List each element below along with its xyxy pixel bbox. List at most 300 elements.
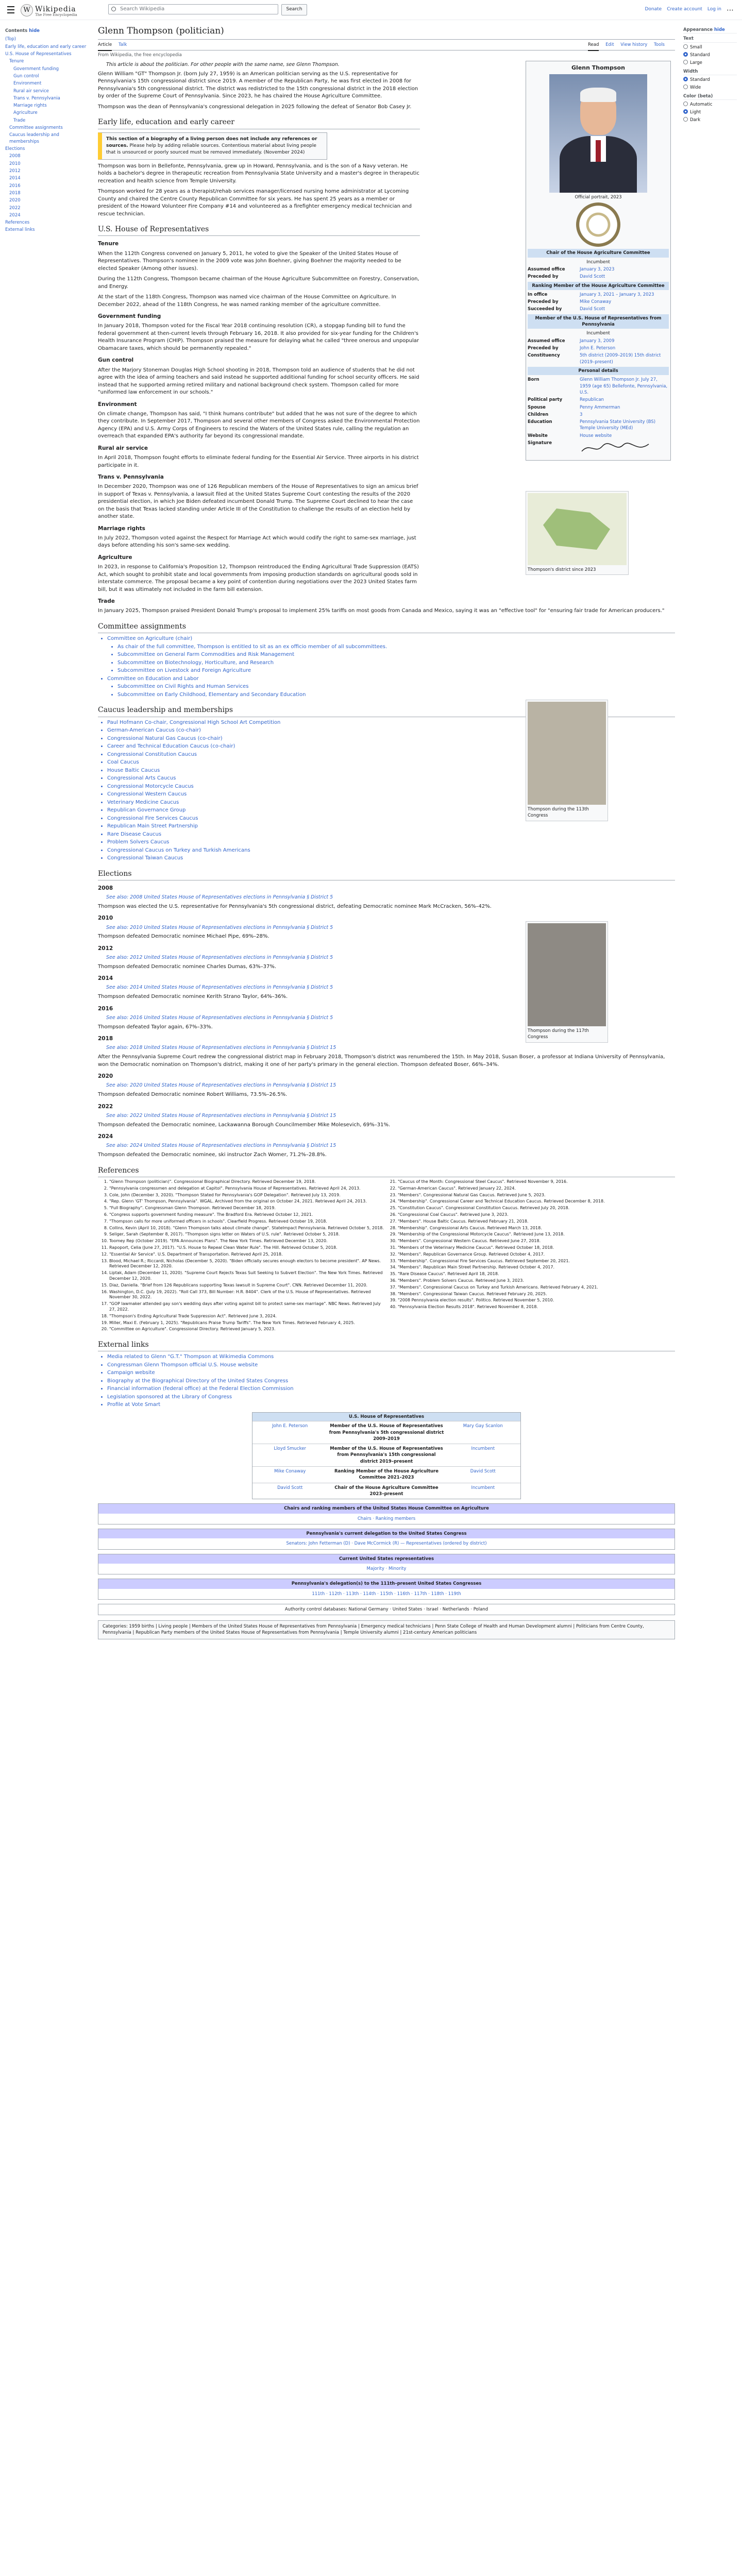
election-result: Thompson defeated Democratic nominee Kerith Strano Taylor, 64%–36%. (98, 994, 288, 1000)
figure-caption: Thompson's district since 2023 (528, 567, 596, 572)
paragraph: In April 2018, Thompson fought efforts to eliminate federal funding for the Essential Air Service. Three airports in his district participate in it. (98, 455, 419, 468)
committee-list (107, 635, 675, 699)
infobox-label: Assumed office (528, 338, 565, 344)
reference-item: 36. "Members". Problem Solvers Caucus. Retrieved June 3, 2023. (398, 1278, 675, 1284)
infobox-value[interactable]: 3 (580, 412, 583, 417)
reference-item: 17. "GOP lawmaker attended gay son's wedding days after voting against bill to protect same-sex marriage". NBC News. Retrieved July 27, 2022. (109, 1301, 386, 1313)
election-entry (98, 1073, 675, 1098)
appearance-hide-button[interactable]: hide (714, 27, 725, 32)
page-actions (588, 40, 670, 51)
radio-button-icon[interactable] (683, 77, 688, 81)
more-options-icon[interactable]: ⋯ (727, 6, 734, 14)
infobox-value[interactable]: January 3, 2021 – January 3, 2023 (580, 292, 654, 297)
color-heading: Color (beta) (683, 93, 737, 100)
external-link[interactable]: • Media related to Glenn "G.T." Thompson at Wikimedia Commons (107, 1353, 675, 1361)
caucus-item[interactable]: • Congressional Fire Services Caucus (107, 815, 675, 823)
see-also-link[interactable]: See also: 2022 United States House of Representatives elections in Pennsylvania § District 15 (106, 1112, 336, 1118)
subsection-heading: Tenure (98, 241, 119, 247)
infobox-label: Children (528, 412, 549, 417)
election-result: Thompson defeated the Democratic nominee, ski instructor Zach Womer, 71.2%–28.8%. (98, 1152, 327, 1158)
infobox-label: Website (528, 433, 548, 438)
personal-details-band: Personal details (528, 367, 669, 375)
external-link[interactable]: • Legislation sponsored at the Library of Congress (107, 1394, 675, 1401)
election-year-heading: 2018 (98, 1036, 113, 1042)
succession-row (252, 1483, 520, 1499)
toc-item[interactable]: 2022 (9, 205, 21, 211)
signature-row (528, 440, 669, 457)
tab-tools[interactable]: Tools (654, 42, 665, 47)
reference-item: 18. "Thompson's Ending Agricultural Trade Suppression Act". Retrieved June 3, 2024. (109, 1314, 386, 1319)
toc-item[interactable]: 2014 (9, 176, 21, 181)
radio-button-icon[interactable] (683, 117, 688, 122)
lead-paragraph: Glenn William "GT" Thompson Jr. (born July 27, 1959) is an American politician serving as the U.S. representative for Pennsylvania's 15th congressional district since 2019. A member of the Republican Party, he was first elected in 2008 for Pennsylvania's 5th congressional district. The district was redistricted to the 15th congressional district in the 2018 election by order of the Supreme Court of Pennsylvania. Since 2023, he has chaired the House Agriculture Committee. (98, 71, 418, 99)
external-link[interactable]: • Financial information (federal office) at the Federal Election Commission (107, 1385, 675, 1393)
search-button[interactable]: Search (281, 4, 307, 15)
infobox-title: Glenn Thompson (571, 64, 625, 71)
toc-item[interactable]: Marriage rights (13, 103, 47, 109)
district-map-image (528, 493, 627, 565)
see-also-link[interactable]: See also: 2012 United States House of Representatives elections in Pennsylvania § District 5 (106, 955, 333, 960)
tab-talk[interactable]: Talk (118, 42, 127, 47)
toc-item[interactable]: (Top) (5, 37, 16, 42)
election-entry (98, 1103, 675, 1129)
preceded-by[interactable]: Lloyd Smucker (274, 1446, 306, 1452)
external-link[interactable]: • Congressman Glenn Thompson official U.S. House website (107, 1362, 675, 1369)
toc-item[interactable]: 2024 (9, 212, 21, 218)
navbox-title[interactable]: Current United States representatives (98, 1554, 674, 1564)
references-column (398, 1179, 675, 1333)
paragraph: Thompson was born in Bellefonte, Pennsylvania, grew up in Howard, Pennsylvania, and is the son of a Navy veteran. He holds a bachelor's degree in therapeutic recreation from Pennsylvania State University and a master's degree in therapeutic recreation and health science from Temple University. (98, 163, 419, 184)
district-shape (543, 509, 610, 550)
section-heading: Caucus leadership and memberships (98, 705, 675, 717)
toc-item[interactable]: External links (5, 227, 35, 233)
appearance-option[interactable] (683, 52, 737, 58)
election-year-heading: 2022 (98, 1103, 113, 1110)
infobox-label: Preceded by (528, 346, 559, 351)
reference-item: 37. "Members". Congressional Caucus on Turkey and Turkish Americans. Retrieved February 4, 2021. (398, 1285, 675, 1291)
office-details (528, 266, 669, 280)
option-label: Large (690, 60, 702, 66)
navbox-title[interactable]: Chairs and ranking members of the United States House Committee on Agriculture (98, 1504, 674, 1513)
toc-item[interactable]: 2008 (9, 154, 21, 159)
caucus-item[interactable]: • Veterinary Medicine Caucus (107, 799, 675, 807)
radio-button-icon[interactable] (683, 101, 688, 106)
navboxes (98, 1503, 675, 1600)
committee-item[interactable]: • Subcommittee on General Farm Commodities and Risk Management (117, 651, 675, 659)
reference-item: 23. "Members". Congressional Natural Gas Caucus. Retrieved June 5, 2023. (398, 1193, 675, 1198)
toc-item[interactable]: References (5, 220, 30, 226)
infobox-row (528, 338, 669, 344)
reference-item: 1. "Glenn Thompson (politician)". Congressional Biographical Directory. Retrieved December 19, 2018. (109, 1179, 386, 1185)
toc-item[interactable]: Elections (5, 146, 25, 151)
personal-tools (640, 6, 722, 13)
infobox-row (528, 433, 669, 439)
appearance-option[interactable] (683, 109, 737, 115)
subsection-heading: Agriculture (98, 554, 132, 561)
infobox-row (528, 352, 669, 365)
paragraph: Thompson worked for 28 years as a therapist/rehab services manager/licensed nursing home administrator at Lycoming County and chaired the Centre County Republican Committee for six years. He has spent 25 years as a member or president of the Howard Volunteer Fire Company #14 and volunteered as a firefighter emergency medical technician and rescue technician. (98, 189, 412, 217)
reference-item: 13. Blood, Michael R.; Riccardi, Nicholas (December 5, 2020). "Biden officially secures enough electors to become president". AP News. Retrieved December 12, 2020. (109, 1259, 386, 1270)
caucus-item[interactable]: • Congressional Arts Caucus (107, 775, 675, 783)
committee-item[interactable]: • Subcommittee on Civil Rights and Human Services (117, 683, 675, 691)
radio-button-icon[interactable] (683, 52, 688, 57)
paragraph: On climate change, Thompson has said, "I think humans contribute" but added that he was not sure of the degree to which they contribute. In September 2017, Thompson and several other members of Congress asked the Environmental Protection Agency (EPA) and U.S. Army Corps of Engineers to rescind the Waters of the United States rule, calling the regulation an overreach that expanded EPA's authority far beyond its congressional mandate. (98, 411, 420, 439)
paragraph: In July 2022, Thompson voted against the Respect for Marriage Act which would codify the right to same-sex marriage, just days before attending his son's same-sex wedding. (98, 535, 416, 549)
succession-box (252, 1412, 521, 1499)
subsection-heading: Marriage rights (98, 525, 145, 532)
election-result: Thompson defeated the Democratic nominee, Lackawanna Borough Councilmember Mike Molesevich, 69%–31%. (98, 1122, 391, 1128)
reference-item: 3. Cole, John (December 3, 2020). "Thompson Stated for Pennsylvania's GOP Delegation". Retrieved July 13, 2019. (109, 1193, 386, 1198)
caucus-item[interactable]: • German-American Caucus (co-chair) (107, 727, 675, 735)
see-also-link[interactable]: See also: 2020 United States House of Representatives elections in Pennsylvania § District 15 (106, 1082, 336, 1089)
navbox-body[interactable]: Chairs · Ranking members (357, 1516, 416, 1521)
reference-item: 33. "Membership". Congressional Fire Services Caucus. Retrieved September 20, 2021. (398, 1259, 675, 1264)
section-heading: Committee assignments (98, 621, 675, 633)
office-band[interactable]: Chair of the House Agriculture Committee (528, 249, 669, 257)
references-list (98, 1179, 675, 1333)
infobox-value[interactable]: David Scott (580, 307, 605, 312)
page-tabs (98, 40, 675, 50)
option-label: Standard (690, 52, 710, 58)
election-year-heading: 2024 (98, 1133, 113, 1140)
toc-item[interactable]: Environment (13, 81, 42, 87)
navbox-body[interactable]: Majority · Minority (366, 1566, 407, 1571)
see-also-link[interactable]: See also: 2010 United States House of Representatives elections in Pennsylvania § District 5 (106, 924, 333, 930)
portrait-caption: Official portrait, 2023 (575, 194, 622, 200)
caucus-item[interactable]: • Congressional Taiwan Caucus (107, 855, 675, 862)
toc-item[interactable]: Committee assignments (9, 125, 63, 131)
succession-row (252, 1466, 520, 1483)
tab-edit[interactable]: Edit (605, 42, 614, 47)
navbox (98, 1554, 675, 1575)
toc-item[interactable]: U.S. House of Representatives (5, 51, 72, 57)
election-result: Thompson defeated Democratic nominee Robert Williams, 73.5%–26.5%. (98, 1092, 288, 1098)
paragraph: During the 112th Congress, Thompson became chairman of the House Agriculture Subcommittee on Forestry, Conservation, and Energy. (98, 276, 419, 290)
caucus-item[interactable]: • Congressional Motorcycle Caucus (107, 783, 675, 791)
see-also-link[interactable]: See also: 2024 United States House of Representatives elections in Pennsylvania § District 15 (106, 1143, 336, 1149)
election-year-heading: 2016 (98, 1005, 113, 1012)
infobox-label: Assumed office (528, 266, 565, 272)
election-year-heading: 2010 (98, 915, 113, 922)
infobox-value[interactable]: 5th district (2009–2019) 15th district (2019–present) (580, 353, 661, 365)
infobox-row (528, 404, 669, 411)
navbox-title[interactable]: Pennsylvania's delegation(s) to the 111th–present United States Congresses (98, 1579, 674, 1588)
color-options (683, 101, 737, 124)
election-result: After the Pennsylvania Supreme Court redrew the congressional district map in February 2018, Thompson's district was renumbered the 15th. In May 2018, Susan Boser, a professor at Indiana University of Pennsylvania, won the Democratic nomination on Thompson's district, making it one of her party's primary in the general election. Thompson defeated Boser, 66%–34%. (98, 1054, 665, 1067)
see-also-link[interactable]: See also: 2016 United States House of Representatives elections in Pennsylvania § District 5 (106, 1014, 333, 1021)
references-column (109, 1179, 386, 1333)
paragraph: In January 2018, Thompson voted for the Fiscal Year 2018 continuing resolution (CR), a stopgap funding bill to fund the federal government at then-current levels through February 16, 2018. It also provided for six-year funding for the Children's Health Insurance Program (CHIP). Thompson praised the measure for delaying what he called "three onerous and unpopular Obamacare taxes, which should be permanently repealed." (98, 323, 419, 351)
succeeded-by[interactable]: Incumbent (471, 1446, 495, 1452)
figure-caption: Thompson during the 117th Congress (528, 1028, 589, 1040)
reference-item: 40. "Pennsylvania Election Results 2018". Retrieved November 8, 2018. (398, 1304, 675, 1310)
reference-item: 34. "Members". Republican Main Street Partnership. Retrieved October 4, 2017. (398, 1265, 675, 1270)
portrait-tie (596, 140, 601, 162)
caucus-item[interactable]: • Coal Caucus (107, 759, 675, 767)
infobox-row (528, 397, 669, 403)
election-result: Thompson was elected the U.S. representative for Pennsylvania's 5th congressional district, defeating Democratic nominee Mark McCracken, 56%–42%. (98, 903, 492, 909)
office-band[interactable]: Member of the U.S. House of Representatives from Pennsylvania (528, 314, 669, 329)
reference-item: 12. "Essential Air Service". U.S. Department of Transportation. Retrieved April 25, 2018. (109, 1252, 386, 1258)
option-label: Wide (690, 85, 701, 91)
radio-button-icon[interactable] (683, 109, 688, 114)
tab-view-history[interactable]: View history (620, 42, 648, 47)
portrait-hair (580, 88, 616, 102)
section-heading: Early life, education and early career (98, 117, 420, 129)
committee-item[interactable]: • Committee on Education and Labor (107, 675, 675, 683)
tagline: The Free Encyclopedia (35, 13, 77, 17)
toc-item[interactable]: Early life, education and early career (5, 44, 87, 49)
caucus-item[interactable]: • Congressional Natural Gas Caucus (co-chair) (107, 735, 675, 743)
radio-button-icon[interactable] (683, 60, 688, 64)
reference-item: 35. "Rare Disease Caucus". Retrieved April 18, 2018. (398, 1272, 675, 1277)
navbox (98, 1579, 675, 1600)
caucus-item[interactable]: • Rare Disease Caucus (107, 831, 675, 839)
committee-item[interactable]: • Subcommittee on Livestock and Foreign Agriculture (117, 667, 675, 675)
navbox-body[interactable]: Senators: John Fetterman (D) · Dave McCormick (R) — Representatives (ordered by district) (286, 1541, 487, 1547)
navbox-title[interactable]: Pennsylvania's current delegation to the United States Congress (98, 1529, 674, 1538)
authority-control (98, 1604, 675, 1615)
maintenance-notice (98, 132, 327, 160)
infobox-value[interactable]: Pennsylvania State University (BS) Temple University (MEd) (580, 419, 656, 431)
site-sub: From Wikipedia, the free encyclopedia (98, 52, 182, 58)
signature-label: Signature (528, 440, 552, 446)
paragraph: In 2023, in response to California's Proposition 12, Thompson reintroduced the Ending Agricultural Trade Suppression (EATS) Act, which sought to prohibit state and local governments from imposing production standards on agricultural goods sold in interstate commerce. The proposal became a key point of contention during negotiations over the 2023 United States farm bill, but it was ultimately not included in the farm bill extension. (98, 564, 419, 592)
toc-heading: Contents hide (5, 28, 40, 33)
header-link[interactable]: Donate (645, 7, 662, 12)
election-result: Thompson defeated Democratic nominee Michael Pipe, 69%–28%. (98, 934, 269, 940)
caucus-item[interactable]: • Problem Solvers Caucus (107, 839, 675, 846)
see-also-link[interactable]: See also: 2018 United States House of Representatives elections in Pennsylvania § District 15 (106, 1045, 336, 1051)
section-heading: Elections (98, 869, 675, 880)
navbox-body[interactable]: 111th · 112th · 113th · 114th · 115th · 116th · 117th · 118th · 119th (312, 1591, 461, 1597)
notice-title: This section of a biography of a living person does not include any references or sources. (106, 136, 317, 148)
external-link[interactable]: • Profile at Vote Smart (107, 1401, 675, 1409)
infobox-value[interactable]: Penny Ammerman (580, 404, 620, 410)
infobox-value[interactable]: Republican (580, 397, 604, 403)
photo-image (528, 702, 606, 805)
radio-button-icon[interactable] (683, 84, 688, 89)
paragraph: At the start of the 118th Congress, Thompson was named vice chairman of the House Committee on Agriculture. In December 2022, ahead of the 118th Congress, he was named ranking member of the agriculture committee. (98, 294, 396, 308)
house-seal-icon (576, 202, 620, 247)
navbox (98, 1529, 675, 1550)
infobox-row (528, 299, 669, 305)
section-heading: U.S. House of Representatives (98, 224, 420, 236)
election-result: Thompson defeated Democratic nominee Charles Dumas, 63%–37%. (98, 963, 277, 970)
reference-item: 7. "Thompson calls for more uniformed officers in schools". Clearfield Progress. Retrieved October 19, 2018. (109, 1219, 386, 1225)
caucus-item[interactable]: • House Baltic Caucus (107, 767, 675, 775)
subsection-heading: Environment (98, 401, 137, 408)
toc-hide-button[interactable]: hide (29, 28, 40, 33)
reference-item: 31. "Members of the Veterinary Medicine Caucus". Retrieved October 18, 2018. (398, 1245, 675, 1251)
election-year-heading: 2012 (98, 945, 113, 952)
committee-item[interactable]: • Committee on Agriculture (chair) (107, 635, 675, 643)
committee-item[interactable]: • As chair of the full committee, Thompson is entitled to sit as an ex officio member of all subcommittees. (117, 643, 675, 651)
infobox-value[interactable]: John E. Peterson (580, 346, 616, 351)
office-band[interactable]: Ranking Member of the House Agriculture Committee (528, 282, 669, 290)
office-title: Ranking Member of the House Agriculture Committee 2021–2023 (334, 1469, 439, 1481)
election-year-heading: 2014 (98, 975, 113, 982)
appearance-option[interactable] (683, 84, 737, 91)
infobox (526, 61, 671, 461)
paragraph: After the Marjory Stoneman Douglas High School shooting in 2018, Thompson told an audience of students that he did not agree with the idea of arming teachers and said instead he supported additional funding for school security officers. He said instead that he supported arming retired military and national background check system. Thompson called for more "uniformed law enforcement in our schools." (98, 367, 419, 396)
reference-item: 15. Diaz, Daniella. "Brief from 126 Republicans supporting Texas lawsuit in Supreme Court". CNN. Retrieved December 11, 2020. (109, 1283, 386, 1289)
election-entry (98, 1133, 675, 1159)
search-input[interactable]: Search Wikipedia (108, 4, 278, 14)
reference-item: 29. "Membership of the Congressional Motorcycle Caucus". Retrieved June 13, 2018. (398, 1232, 675, 1238)
reference-item: 16. Washington, D.C. (July 19, 2022). "Roll Call 373, Bill Number: H.R. 8404". Clerk of the U.S. House of Representatives. Retrieved November 30, 2022. (109, 1290, 386, 1301)
table-of-contents (5, 25, 90, 234)
toc-item[interactable]: 2010 (9, 161, 21, 166)
infobox-row (528, 274, 669, 280)
infobox-row (528, 412, 669, 418)
see-also-link[interactable]: See also: 2008 United States House of Representatives elections in Pennsylvania § District 5 (106, 894, 333, 901)
infobox-label: In office (528, 292, 548, 297)
tab-read[interactable]: Read (588, 40, 599, 51)
caucus-item[interactable]: • Paul Hofmann Co-chair, Congressional High School Art Competition (107, 719, 675, 727)
reference-item: 28. "Membership". Congressional Arts Caucus. Retrieved March 13, 2018. (398, 1226, 675, 1231)
toc-item[interactable]: 2016 (9, 183, 21, 189)
width-heading: Width (683, 69, 737, 75)
personal-details (528, 377, 669, 439)
photo-figure[interactable] (526, 700, 608, 821)
infobox-label: Preceded by (528, 299, 559, 305)
subsection-heading: Gun control (98, 357, 134, 364)
photo-figure[interactable] (526, 921, 608, 1043)
succeeded-by[interactable]: Incumbent (471, 1485, 495, 1490)
toc-item[interactable]: Government funding (13, 66, 59, 72)
succession-rows (252, 1421, 520, 1499)
appearance-option[interactable] (683, 117, 737, 123)
tab-article[interactable]: Article (98, 40, 112, 51)
infobox-value[interactable]: House website (580, 433, 612, 438)
toc-item[interactable]: 2012 (9, 168, 21, 174)
infobox-row (528, 419, 669, 432)
caucus-item[interactable]: • Republican Governance Group (107, 807, 675, 815)
infobox-value[interactable]: January 3, 2023 (580, 266, 615, 272)
infobox-value[interactable]: Glenn William Thompson Jr. July 27, 1959 (age 65) Bellefonte, Pennsylvania, U.S. (580, 377, 668, 395)
reference-item: 11. Rapoport, Celia (June 27, 2017). "U.S. House to Repeal Clean Water Rule". The Hill. Retrieved October 5, 2018. (109, 1245, 386, 1251)
caucus-item[interactable]: • Congressional Western Caucus (107, 791, 675, 799)
caucus-item[interactable]: • Republican Main Street Partnership (107, 823, 675, 831)
toc-item[interactable]: 2020 (9, 198, 21, 204)
signature-image (580, 440, 669, 457)
infobox-label: Constituency (528, 353, 560, 359)
toc-item[interactable]: Trans v. Pennsylvania (13, 95, 60, 101)
reference-item: 22. "German-American Caucus". Retrieved January 22, 2024. (398, 1186, 675, 1192)
external-link[interactable]: • Campaign website (107, 1369, 675, 1377)
width-options (683, 77, 737, 91)
infobox-row (528, 292, 669, 298)
reference-item: 21. "Caucus of the Month: Congressional Steel Caucus". Retrieved November 9, 2016. (398, 1179, 675, 1185)
toc-item[interactable]: Trade (13, 117, 26, 123)
succession-row (252, 1444, 520, 1466)
toc-item[interactable]: Caucus leadership and memberships (9, 132, 59, 144)
main-menu-icon[interactable] (7, 6, 14, 13)
reference-item: 39. "2008 Pennsylvania election results". Politico. Retrieved November 5, 2010. (398, 1298, 675, 1303)
appearance-option[interactable] (683, 44, 737, 50)
toc-item[interactable]: Rural air service (13, 88, 49, 94)
toc-item[interactable]: Gun control (13, 73, 39, 79)
succession-header: U.S. House of Representatives (252, 1413, 520, 1421)
external-links-list (107, 1353, 675, 1409)
reference-item: 38. "Members". Congressional Taiwan Caucus. Retrieved February 20, 2025. (398, 1292, 675, 1297)
committee-item[interactable]: • Subcommittee on Early Childhood, Elementary and Secondary Education (117, 691, 675, 699)
site-header (0, 0, 742, 20)
infobox-row (528, 306, 669, 312)
caucus-item[interactable]: • Congressional Constitution Caucus (107, 751, 675, 759)
reference-item: 9. Seliger, Sarah (September 8, 2017). "Thompson signs letter on Waters of U.S. rule". Retrieved October 5, 2018. (109, 1232, 386, 1238)
reference-item: 2. "Pennsylvania congressmen and delegation at Capitol". Pennsylvania House of Representatives. Retrieved April 24, 2013. (109, 1186, 386, 1192)
reference-item: 14. Liptak, Adam (December 11, 2020). "Supreme Court Rejects Texas Suit Seeking to Subvert Election". The New York Times. Retrieved December 12, 2020. (109, 1270, 386, 1282)
office-details (528, 338, 669, 365)
figure-caption: Thompson during the 113th Congress (528, 807, 589, 819)
caucus-item[interactable]: • Congressional Caucus on Turkey and Turkish Americans (107, 847, 675, 855)
office-title: Member of the U.S. House of Representatives from Pennsylvania's 5th congressional district 2009–2019 (329, 1423, 444, 1442)
external-link[interactable]: • Biography at the Biographical Directory of the United States Congress (107, 1378, 675, 1385)
office-status: Incumbent (586, 259, 610, 265)
committee-item[interactable]: • Subcommittee on Biotechnology, Horticulture, and Research (117, 659, 675, 667)
reference-item: 30. "Members". Congressional Western Caucus. Retrieved June 27, 2018. (398, 1239, 675, 1244)
preceded-by[interactable]: John E. Peterson (272, 1423, 308, 1429)
infobox-value[interactable]: Mike Conaway (580, 299, 612, 305)
reference-item: 10. Toomey Rep (October 2019). "EPA Announces Plans". The New York Times. Retrieved December 13, 2020. (109, 1239, 386, 1244)
text-size-options (683, 44, 737, 66)
infobox-row (528, 377, 669, 396)
navbox (98, 1503, 675, 1524)
radio-button-icon[interactable] (683, 44, 688, 49)
header-link[interactable]: Log in (707, 7, 721, 12)
infobox-row (528, 266, 669, 273)
infobox-label: Born (528, 377, 539, 383)
toc-item[interactable]: Agriculture (13, 110, 38, 116)
reference-item: 20. "Committee on Agriculture". Congressional Directory. Retrieved January 5, 2023. (109, 1327, 386, 1332)
wordmark[interactable]: Wikipedia (35, 5, 76, 13)
infobox-label: Political party (528, 397, 563, 403)
infobox-value[interactable]: David Scott (580, 274, 605, 280)
infobox-label: Succeeded by (528, 307, 562, 312)
option-label: Standard (690, 77, 710, 82)
reference-item: 25. "Constitution Caucus". Congressional Constitution Caucus. Retrieved July 20, 2018. (398, 1206, 675, 1211)
header-link[interactable]: Create account (667, 7, 702, 12)
succeeded-by[interactable]: Mary Gay Scanlon (463, 1423, 503, 1429)
appearance-panel (683, 25, 737, 125)
appearance-option[interactable] (683, 60, 737, 66)
photo-image (528, 923, 606, 1026)
preceded-by[interactable]: Mike Conaway (274, 1469, 306, 1475)
text-size-heading: Text (683, 36, 737, 42)
toc-item[interactable]: 2018 (9, 190, 21, 196)
reference-item: 5. "Full Biography". Congressman Glenn Thompson. Retrieved December 18, 2019. (109, 1206, 386, 1211)
infobox-value[interactable]: January 3, 2009 (580, 338, 615, 344)
caucus-item[interactable]: • Career and Technical Education Caucus (co-chair) (107, 743, 675, 751)
toc-item[interactable]: Tenure (9, 59, 24, 64)
wikipedia-logo-icon[interactable]: W (21, 4, 33, 16)
appearance-option[interactable] (683, 101, 737, 108)
election-year-heading: 2008 (98, 885, 113, 891)
subsection-heading: Rural air service (98, 445, 148, 451)
district-map-figure[interactable] (526, 491, 629, 575)
appearance-option[interactable] (683, 77, 737, 83)
authority-control-links[interactable]: Authority control databases: National Germany · United States · Israel · Netherlands · Poland (284, 1606, 488, 1612)
succeeded-by[interactable]: David Scott (470, 1469, 496, 1475)
preceded-by[interactable]: David Scott (277, 1485, 303, 1490)
reference-item: 32. "Members". Republican Governance Group. Retrieved October 4, 2017. (398, 1252, 675, 1258)
see-also-link[interactable]: See also: 2014 United States House of Representatives elections in Pennsylvania § District 5 (106, 985, 333, 991)
article-content (98, 25, 675, 1639)
page-title: Glenn Thompson (politician) (98, 25, 675, 40)
official-portrait[interactable] (549, 74, 647, 193)
